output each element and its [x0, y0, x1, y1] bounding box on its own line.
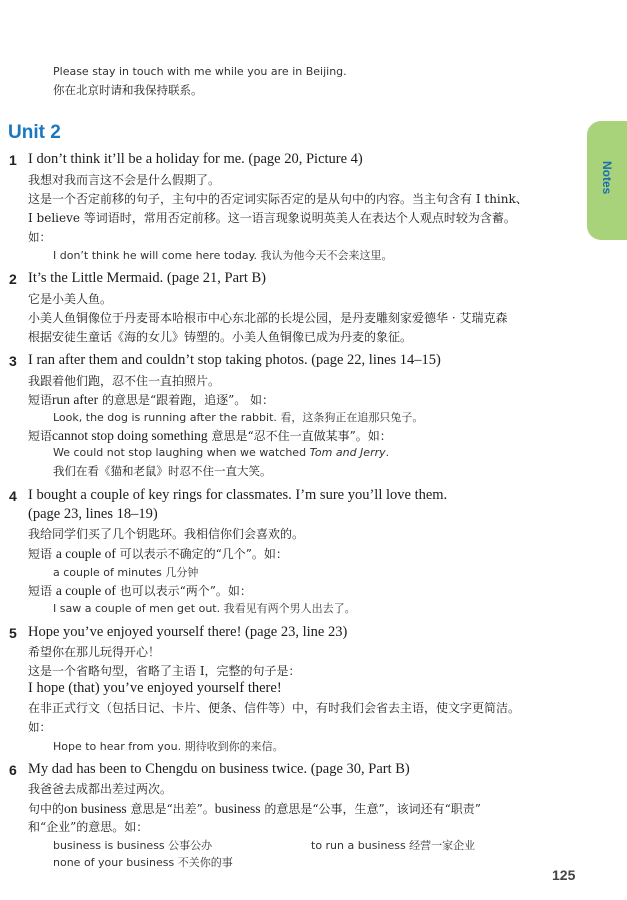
item-6-sentence: My dad has been to Chengdu on business twice. (page 30, Part B): [28, 761, 410, 777]
item-4-example-2: I saw a couple of men get out. 我看见有两个男人出去了。: [53, 602, 356, 615]
page-number: 125: [552, 867, 576, 883]
text-segment: 的意思是“公事，生意”，该词还有“职责”: [264, 802, 481, 816]
item-1-number: 1: [9, 152, 17, 168]
item-1-example: I don’t think he will come here today. 我认为他今天不会来这里。: [53, 249, 393, 262]
term-en: on business: [64, 801, 127, 816]
phrase-label: 短语: [28, 393, 53, 407]
item-6-example-b: to run a business 经营一家企业: [311, 839, 476, 852]
item-2-number: 2: [9, 271, 17, 287]
item-1-line: 我想对我而言这不会是什么假期了。: [28, 173, 221, 187]
item-4-example-1: a couple of minutes 几分钟: [53, 566, 199, 579]
item-4-phrase-1: [28, 545, 288, 563]
phrase-meaning: 的意思是“跟着跑，追逐”。 如：: [101, 393, 275, 407]
item-5-line: 如：: [28, 720, 51, 734]
item-6-line: 和“企业”的意思。如：: [28, 820, 149, 834]
item-3-phrase-1: [28, 391, 274, 409]
example-text: We could not stop laughing when we watched: [53, 446, 307, 459]
item-2-line: 根据安徒生童话《海的女儿》铸塑的。小美人鱼铜像已成为丹麦的象征。: [28, 330, 413, 344]
item-4-line: 我给同学们买了几个钥匙环。我相信你们会喜欢的。: [28, 527, 305, 541]
text-segment: 句中的: [28, 802, 65, 816]
item-3-phrase-2: [28, 427, 392, 445]
phrase-en: cannot stop doing something: [52, 428, 208, 443]
item-2-line: 它是小美人鱼。: [28, 292, 113, 306]
item-2-sentence: It’s the Little Mermaid. (page 21, Part B): [28, 270, 266, 286]
item-5-sentence: Hope you’ve enjoyed yourself there! (page 23, line 23): [28, 624, 348, 640]
phrase-label: 短语: [28, 547, 53, 561]
notes-tab-label: Notes: [600, 161, 614, 195]
item-5-line: 希望你在那儿玩得开心！: [28, 645, 161, 659]
phrase-meaning: 也可以表示“两个”。如：: [119, 584, 252, 598]
item-2-line: 小美人鱼铜像位于丹麦哥本哈根市中心东北部的长堤公园，是丹麦雕刻家爱德华 · 艾瑞克森: [28, 311, 508, 325]
phrase-label: 短语: [28, 429, 53, 443]
item-4-number: 4: [9, 488, 17, 504]
item-4-sentence: I bought a couple of key rings for classmates. I’m sure you’ll love them.: [28, 487, 448, 503]
phrase-en: a couple of: [55, 546, 116, 561]
text-segment: 意思是“出差”。: [130, 802, 215, 816]
phrase-meaning: 意思是“忍不住一直做某事”。如：: [211, 429, 392, 443]
item-3-number: 3: [9, 353, 17, 369]
term-en: business: [214, 801, 261, 816]
notes-tab: [587, 121, 627, 240]
item-1-line: 这是一个否定前移的句子，主句中的否定词实际否定的是从句中的内容。当主句含有 I think、: [28, 192, 528, 206]
item-1-line: 如：: [28, 230, 51, 244]
item-3-sentence: I ran after them and couldn’t stop taking photos. (page 22, lines 14–15): [28, 352, 441, 368]
item-5-number: 5: [9, 625, 17, 641]
item-5-line: 这是一个省略句型，省略了主语 I，完整的句子是：: [28, 664, 301, 678]
example-punct: .: [385, 446, 390, 459]
item-4-sentence-ref: (page 23, lines 18–19): [28, 506, 158, 522]
item-6-example-a: business is business 公事公办: [53, 839, 213, 852]
item-6-number: 6: [9, 762, 17, 778]
item-6-line-2: [28, 800, 481, 818]
intro-example-en: Please stay in touch with me while you are in Beijing.: [53, 65, 347, 78]
phrase-en: a couple of: [55, 583, 116, 598]
item-1-sentence: I don’t think it’ll be a holiday for me. (page 20, Picture 4): [28, 151, 363, 167]
item-3-example-1: Look, the dog is running after the rabbit. 看，这条狗正在追那只兔子。: [53, 411, 424, 424]
intro-example-cn: 你在北京时请和我保持联系。: [53, 83, 203, 97]
item-6-example-c: none of your business 不关你的事: [53, 856, 233, 869]
item-5-example: Hope to hear from you. 期待收到你的来信。: [53, 740, 284, 753]
phrase-label: 短语: [28, 584, 53, 598]
unit-title: Unit 2: [8, 122, 61, 143]
item-5-full-sentence: I hope (that) you’ve enjoyed yourself there!: [28, 680, 282, 696]
example-title: Tom and Jerry: [309, 446, 386, 459]
item-3-line: 我跟着他们跑，忍不住一直拍照片。: [28, 374, 221, 388]
item-6-line: 我爸爸去成都出差过两次。: [28, 782, 173, 796]
phrase-meaning: 可以表示不确定的“几个”。如：: [119, 547, 288, 561]
item-4-phrase-2: [28, 582, 252, 600]
item-1-line: I believe 等词语时，常用否定前移。这一语言现象说明英美人在表达个人观点时较为含蓄。: [28, 211, 516, 225]
phrase-en: run after: [52, 392, 99, 407]
item-3-example-2-cn: 我们在看《猫和老鼠》时忍不住一直大笑。: [53, 464, 272, 478]
item-3-example-2: [53, 446, 389, 459]
item-5-line: 在非正式行文（包括日记、卡片、便条、信件等）中，有时我们会省去主语，使文字更简洁。: [28, 701, 521, 715]
